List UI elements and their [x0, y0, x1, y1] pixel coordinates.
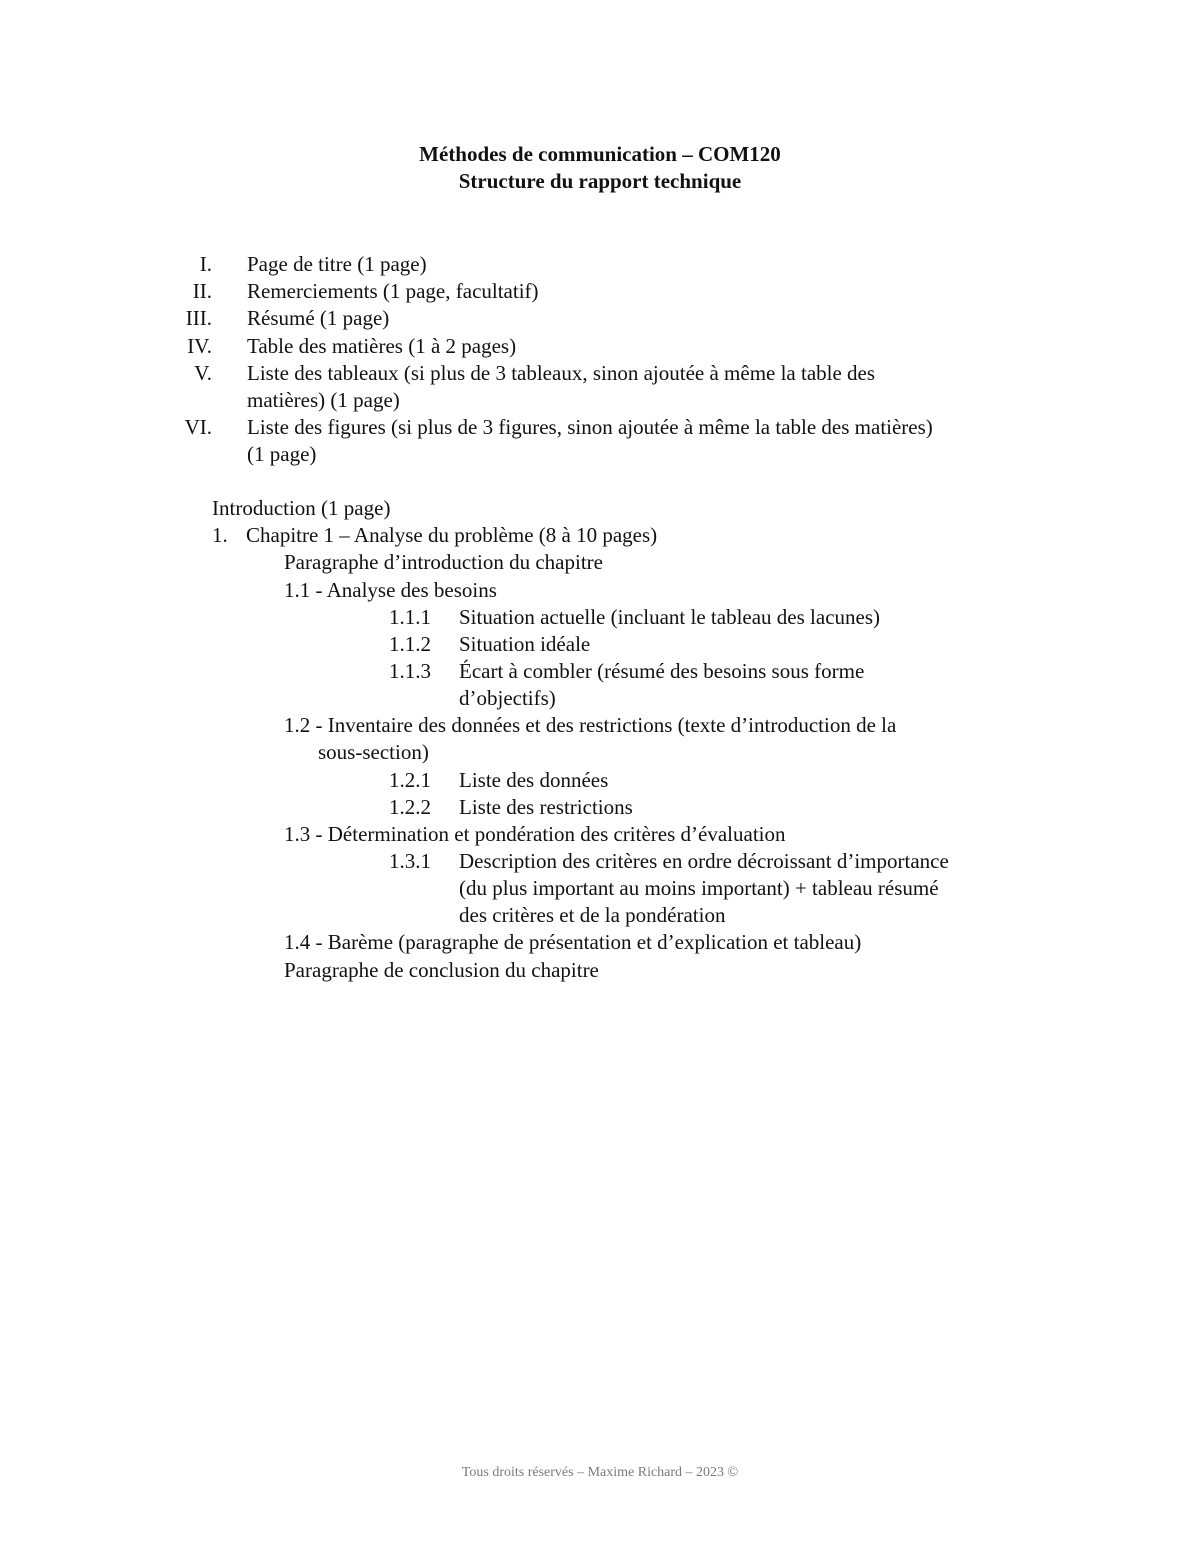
section-1-2: 1.2 - Inventaire des données et des restrictions (texte d’introduction de la — [284, 713, 897, 737]
subsection-text: Description des critères en ordre décroissant d’importance — [459, 849, 949, 873]
roman-numeral: VI. — [184, 415, 212, 439]
introduction-item: Introduction (1 page) — [212, 496, 391, 520]
chapter-number: 1. — [212, 523, 228, 547]
subsection-text-continued: (du plus important au moins important) + tableau résumé — [459, 876, 939, 900]
roman-numeral: I. — [199, 252, 212, 276]
title-line-subject: Structure du rapport technique — [458, 169, 742, 193]
subsection-number: 1.1.1 — [389, 605, 431, 629]
list-item-text: Liste des tableaux (si plus de 3 tableaux, sinon ajoutée à même la table des — [247, 361, 876, 385]
subsection-number: 1.3.1 — [389, 849, 431, 873]
subsection-text-continued: des critères et de la pondération — [459, 903, 726, 927]
list-item-text: Résumé (1 page) — [247, 306, 390, 330]
list-item-text-continued: (1 page) — [247, 442, 317, 466]
roman-numeral: II. — [192, 279, 212, 303]
chapter-conclusion: Paragraphe de conclusion du chapitre — [284, 958, 599, 982]
list-item-text-continued: matières) (1 page) — [247, 388, 400, 412]
roman-numeral: V. — [194, 361, 212, 385]
list-item-text: Table des matières (1 à 2 pages) — [247, 334, 517, 358]
chapter-intro: Paragraphe d’introduction du chapitre — [284, 550, 603, 574]
title-line-course: Méthodes de communication – COM120 — [419, 142, 781, 166]
section-1-3: 1.3 - Détermination et pondération des critères d’évaluation — [284, 822, 786, 846]
document-title — [0, 141, 1200, 195]
subsection-number: 1.2.2 — [389, 795, 431, 819]
roman-numeral: IV. — [187, 334, 212, 358]
subsection-number: 1.1.3 — [389, 659, 431, 683]
subsection-number: 1.1.2 — [389, 632, 431, 656]
section-1-4: 1.4 - Barème (paragraphe de présentation et d’explication et tableau) — [284, 930, 862, 954]
chapter-title: Chapitre 1 – Analyse du problème (8 à 10 pages) — [246, 523, 658, 547]
list-item-text: Remerciements (1 page, facultatif) — [247, 279, 539, 303]
roman-numeral: III. — [185, 306, 212, 330]
section-1-2-continued: sous-section) — [318, 740, 429, 764]
subsection-text: Liste des restrictions — [459, 795, 633, 819]
subsection-text-continued: d’objectifs) — [459, 686, 556, 710]
subsection-text: Situation idéale — [459, 632, 591, 656]
subsection-text: Situation actuelle (incluant le tableau des lacunes) — [459, 605, 881, 629]
subsection-text: Écart à combler (résumé des besoins sous forme — [459, 659, 865, 683]
section-1-1: 1.1 - Analyse des besoins — [284, 578, 497, 602]
subsection-text: Liste des données — [459, 768, 609, 792]
list-item-text: Liste des figures (si plus de 3 figures, sinon ajoutée à même la table des matières) — [247, 415, 933, 439]
copyright-footer: Tous droits réservés – Maxime Richard – 2023 © — [461, 1465, 739, 1480]
subsection-number: 1.2.1 — [389, 768, 431, 792]
list-item-text: Page de titre (1 page) — [247, 252, 427, 276]
